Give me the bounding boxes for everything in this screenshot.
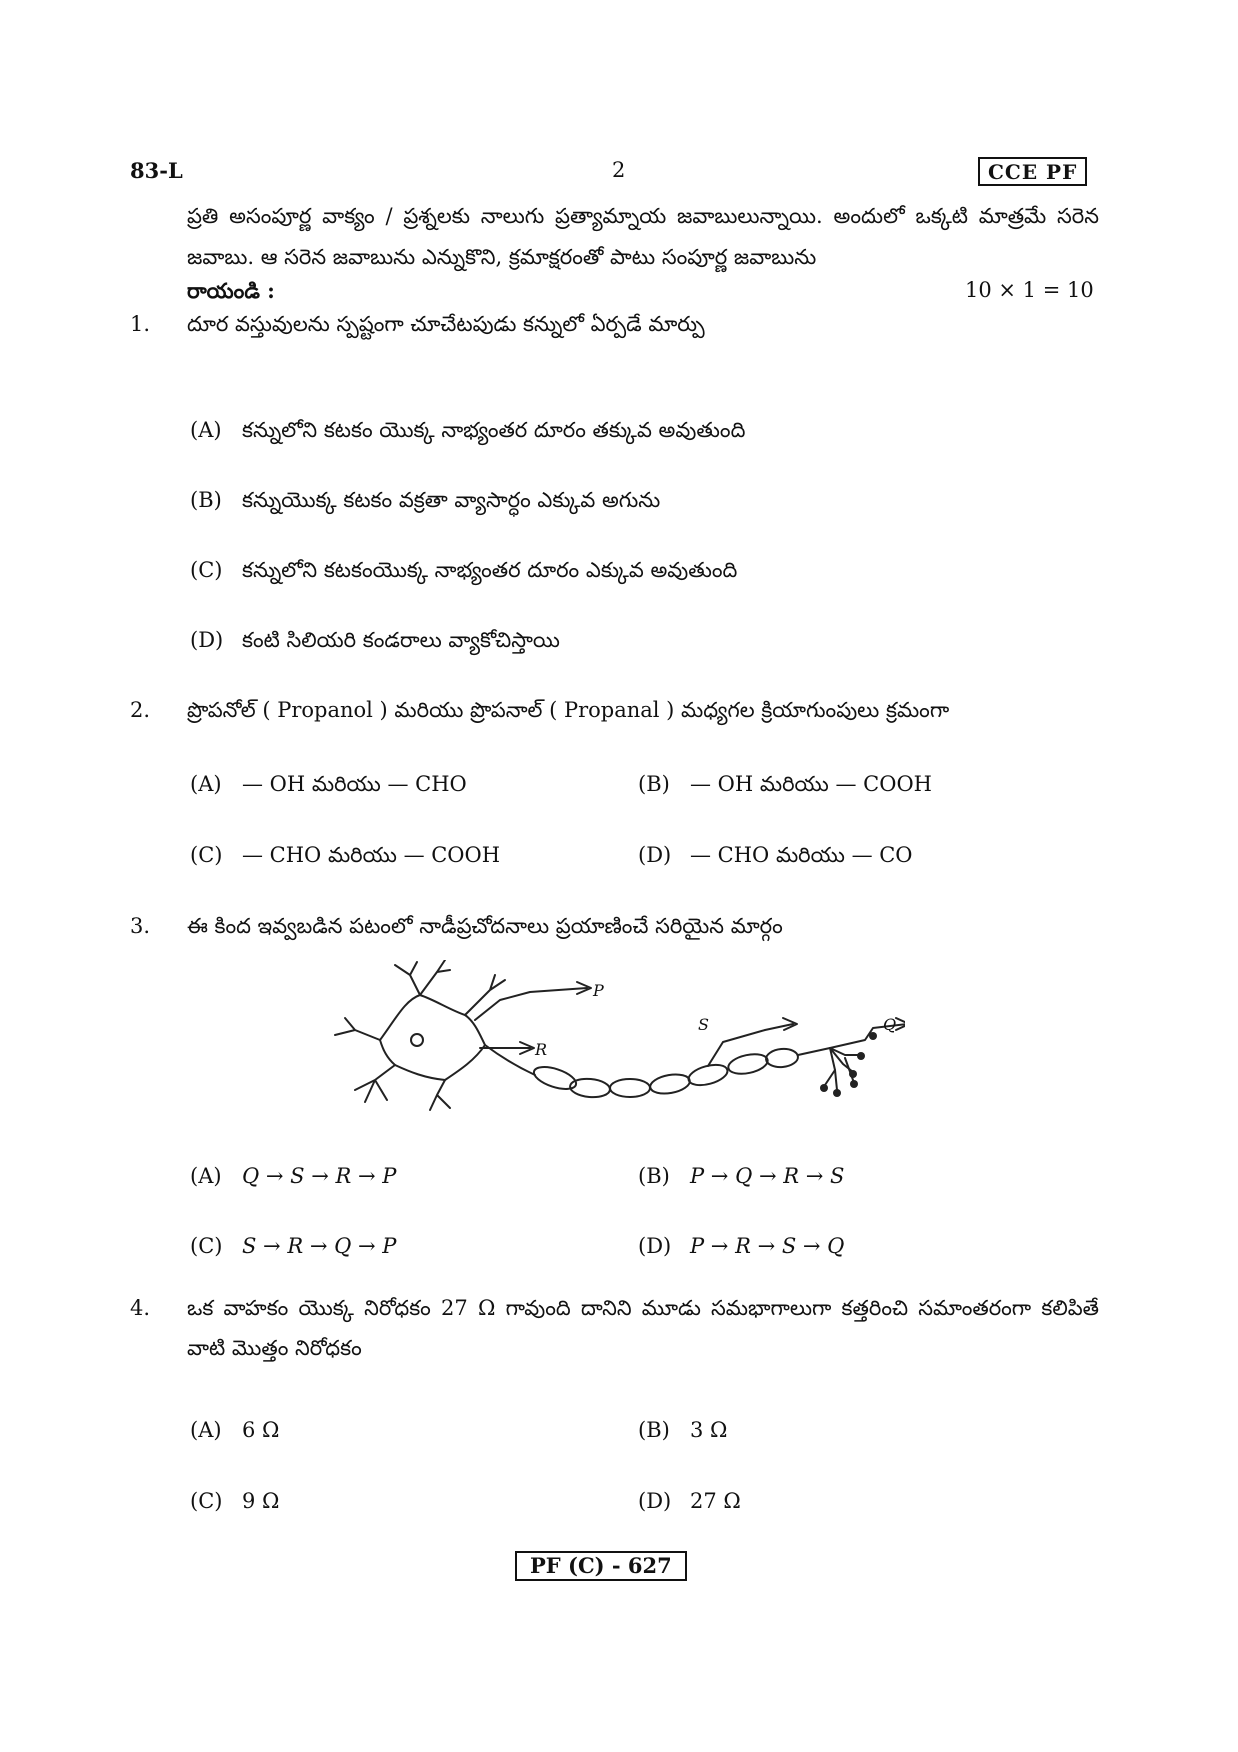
option-label: (D) xyxy=(638,1489,672,1513)
option-text: Q → S → R → P xyxy=(242,1164,397,1188)
option-b xyxy=(190,488,660,518)
option-label: (B) xyxy=(190,488,222,512)
option-text: 6 Ω xyxy=(242,1418,280,1442)
marks-scheme: 10 × 1 = 10 xyxy=(965,278,1094,302)
question-number: 2. xyxy=(130,698,151,722)
option-text: 3 Ω xyxy=(690,1418,728,1442)
option-label: (B) xyxy=(638,772,670,796)
option-label: (B) xyxy=(638,1164,670,1188)
option-text: కన్నులోని కటకం యొక్క నాభ్యంతర దూరం తక్కువ అవుతుంది xyxy=(242,418,746,442)
footer-code: PF (C) - 627 xyxy=(515,1551,687,1581)
option-label: (C) xyxy=(190,843,223,867)
question-number: 3. xyxy=(130,914,151,938)
option-c xyxy=(190,558,737,588)
option-label: (C) xyxy=(190,1489,223,1513)
page-number: 2 xyxy=(612,158,626,182)
option-c xyxy=(190,843,500,873)
option-a xyxy=(190,1164,396,1188)
option-text: P → R → S → Q xyxy=(690,1234,845,1258)
option-label: (A) xyxy=(190,1418,222,1442)
option-text: 27 Ω xyxy=(690,1489,741,1513)
option-text: P → Q → R → S xyxy=(690,1164,845,1188)
instruction-text: ప్రతి అసంపూర్ణ వాక్యం / ప్రశ్నలకు నాలుగు ప్రత్యామ్నాయ జవాబులున్నాయి. అందులో ఒక్కటి మాత్రమే సరెన జవాబు. ఆ సరెన జవాబును ఎన్నుకొని, క్రమాక్షరంతో పాటు సంపూర్ణ జవాబును xyxy=(187,204,1099,269)
paper-code: 83-L xyxy=(130,158,183,183)
neuron-diagram xyxy=(325,960,905,1120)
option-c xyxy=(190,1234,396,1258)
option-text: కన్నుయొక్క కటకం వక్రతా వ్యాసార్ధం ఎక్కువ అగును xyxy=(242,488,661,512)
option-text: — OH మరియు — CHO xyxy=(242,772,467,796)
question-number: 4. xyxy=(130,1296,151,1320)
option-text: 9 Ω xyxy=(242,1489,280,1513)
question-number: 1. xyxy=(130,312,151,336)
option-label: (A) xyxy=(190,1164,222,1188)
question-text: ఈ కింద ఇవ్వబడిన పటంలో నాడీప్రచోదనాలు ప్రయాణించే సరియైన మార్గం xyxy=(187,914,783,938)
option-b xyxy=(638,1418,727,1442)
option-d xyxy=(638,1234,844,1258)
instruction-last-line: రాయండి : xyxy=(187,278,275,303)
question-text: దూర వస్తువులను స్పష్టంగా చూచేటపుడు కన్నులో ఏర్పడే మార్పు xyxy=(187,312,705,336)
option-c xyxy=(190,1489,279,1513)
option-a xyxy=(190,1418,279,1442)
option-text: — OH మరియు — COOH xyxy=(690,772,932,796)
option-label: (D) xyxy=(638,1234,672,1258)
option-label: (A) xyxy=(190,418,222,442)
option-d xyxy=(638,843,913,873)
option-label: (A) xyxy=(190,772,222,796)
option-a xyxy=(190,418,745,448)
option-label: (C) xyxy=(190,1234,223,1258)
cce-pf-badge: CCE PF xyxy=(978,157,1087,186)
option-text: S → R → Q → P xyxy=(242,1234,397,1258)
option-d xyxy=(638,1489,741,1513)
label-q: Q xyxy=(883,1015,897,1034)
option-text: — CHO మరియు — COOH xyxy=(242,843,501,867)
option-label: (D) xyxy=(638,843,672,867)
option-label: (B) xyxy=(638,1418,670,1442)
option-b xyxy=(638,1164,844,1188)
label-s: S xyxy=(698,1015,709,1034)
question-text: ఒక వాహకం యొక్క నిరోధకం 27 Ω గావుంది దానిని మూడు సమభాగాలుగా కత్తరించి సమాంతరంగా కలిపితే వాటి మొత్తం నిరోధకం xyxy=(187,1296,1099,1360)
option-text: కంటి సిలియరి కండరాలు వ్యాకోచిస్తాయి xyxy=(242,628,560,652)
option-text: కన్నులోని కటకంయొక్క నాభ్యంతర దూరం ఎక్కువ అవుతుంది xyxy=(242,558,738,582)
question-text: ప్రొపనోల్ ( Propanol ) మరియు ప్రొపనాల్ ( Propanal ) మధ్యగల క్రియాగుంపులు క్రమంగా xyxy=(187,698,950,722)
label-r: R xyxy=(535,1040,548,1059)
option-b xyxy=(638,772,932,802)
option-text: — CHO మరియు — CO xyxy=(690,843,913,867)
label-p: P xyxy=(593,981,604,1000)
option-label: (C) xyxy=(190,558,223,582)
option-label: (D) xyxy=(190,628,224,652)
option-d xyxy=(190,628,560,658)
option-a xyxy=(190,772,467,802)
